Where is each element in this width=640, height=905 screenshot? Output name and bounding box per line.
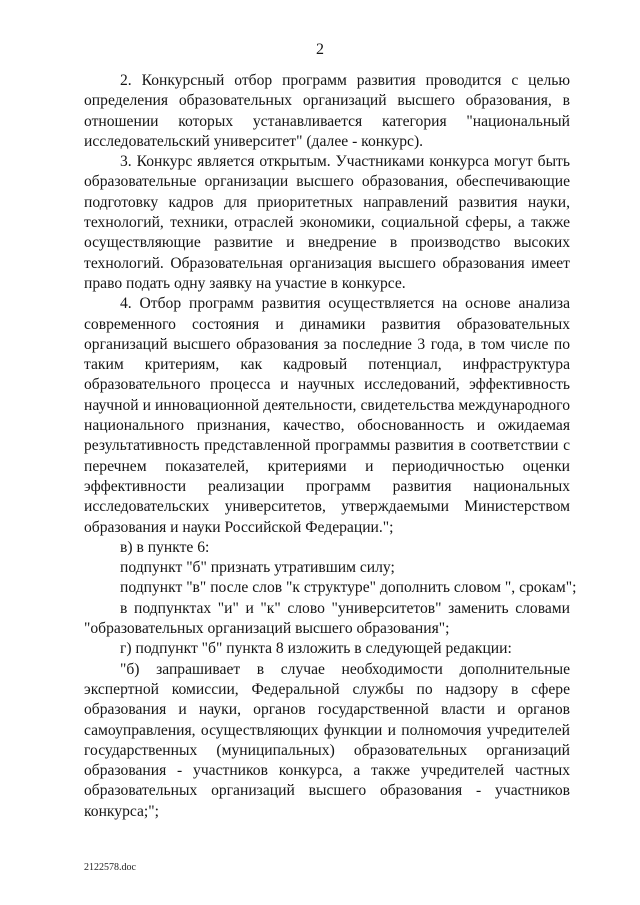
text-line: технологий. Образовательная организация высшего образования имеет xyxy=(84,254,570,272)
text-line: в) в пункте 6: xyxy=(120,538,210,556)
text-line: технологий, техники, отраслей экономики, социальной сферы, а также xyxy=(84,214,570,232)
text-line: исследовательских университетов, утверждаемыми Министерством xyxy=(84,498,570,516)
text-line: таким критериям, как кадровый потенциал, инфраструктура xyxy=(84,356,570,374)
text-line: "образовательных организаций высшего образования"; xyxy=(84,620,450,638)
text-line: 2. Конкурсный отбор программ развития проводится с целью xyxy=(120,72,570,89)
text-line: право подать одну заявку на участие в конкурсе. xyxy=(84,274,406,292)
text-line: 4. Отбор программ развития осуществляется на основе анализа xyxy=(120,295,570,313)
text-line: образовательных организаций высшего образования - участников xyxy=(84,782,570,800)
text-line: 3. Конкурс является открытым. Участниками конкурса могут быть xyxy=(120,153,570,171)
document-body xyxy=(84,71,577,822)
text-line: конкурса;"; xyxy=(84,802,159,820)
text-line: эффективности реализации программ развития национальных xyxy=(84,477,570,495)
text-line: национального признания, качество, обоснованность и ожидаемая xyxy=(84,417,570,435)
text-line: образования и науки, органов государственной власти и органов xyxy=(84,701,570,719)
text-line: исследовательский университет" (далее - конкурс). xyxy=(84,132,424,150)
text-line: образования и науки Российской Федерации."; xyxy=(84,518,394,536)
text-line: осуществляющие развитие и внедрение в производство высоких xyxy=(84,234,570,252)
text-line: образования - участников конкурса, а также учредителей частных xyxy=(84,762,570,780)
text-line: подготовку кадров для приоритетных направлений развития науки, xyxy=(84,193,570,211)
text-line: г) подпункт "б" пункта 8 изложить в следующей редакции: xyxy=(120,640,512,658)
text-line: результативность представленной программы развития в соответствии с xyxy=(84,437,570,455)
text-line: образовательного процесса и научных исследований, эффективность xyxy=(84,376,570,394)
text-line: "б) запрашивает в случае необходимости дополнительные xyxy=(120,660,570,678)
text-line: перечнем показателей, критериями и периодичностью оценки xyxy=(84,457,570,475)
text-line: отношении которых устанавливается категория "национальный xyxy=(84,112,570,130)
text-line: научной и инновационной деятельности, свидетельства международного xyxy=(84,396,570,414)
text-line: в подпунктах "и" и "к" слово "университетов" заменить словами xyxy=(120,599,570,617)
text-line: экспертной комиссии, Федеральной службы по надзору в сфере xyxy=(84,680,570,698)
text-line: подпункт "в" после слов "к структуре" дополнить словом ", срокам"; xyxy=(120,579,577,597)
text-line: современного состояния и динамики развития образовательных xyxy=(84,315,570,333)
file-name-footer: 2122578.doc xyxy=(84,862,136,873)
text-line: образовательные организации высшего образования, обеспечивающие xyxy=(84,173,570,191)
text-line: самоуправления, осуществляющих функции и полномочия учредителей xyxy=(84,721,570,739)
text-line: организаций высшего образования за последние 3 года, в том числе по xyxy=(84,335,570,353)
page-number: 2 xyxy=(316,41,324,58)
text-line: подпункт "б" признать утратившим силу; xyxy=(120,559,395,577)
text-line: государственных (муниципальных) образовательных организаций xyxy=(84,741,570,759)
text-line: определения образовательных организаций высшего образования, в xyxy=(84,92,570,110)
